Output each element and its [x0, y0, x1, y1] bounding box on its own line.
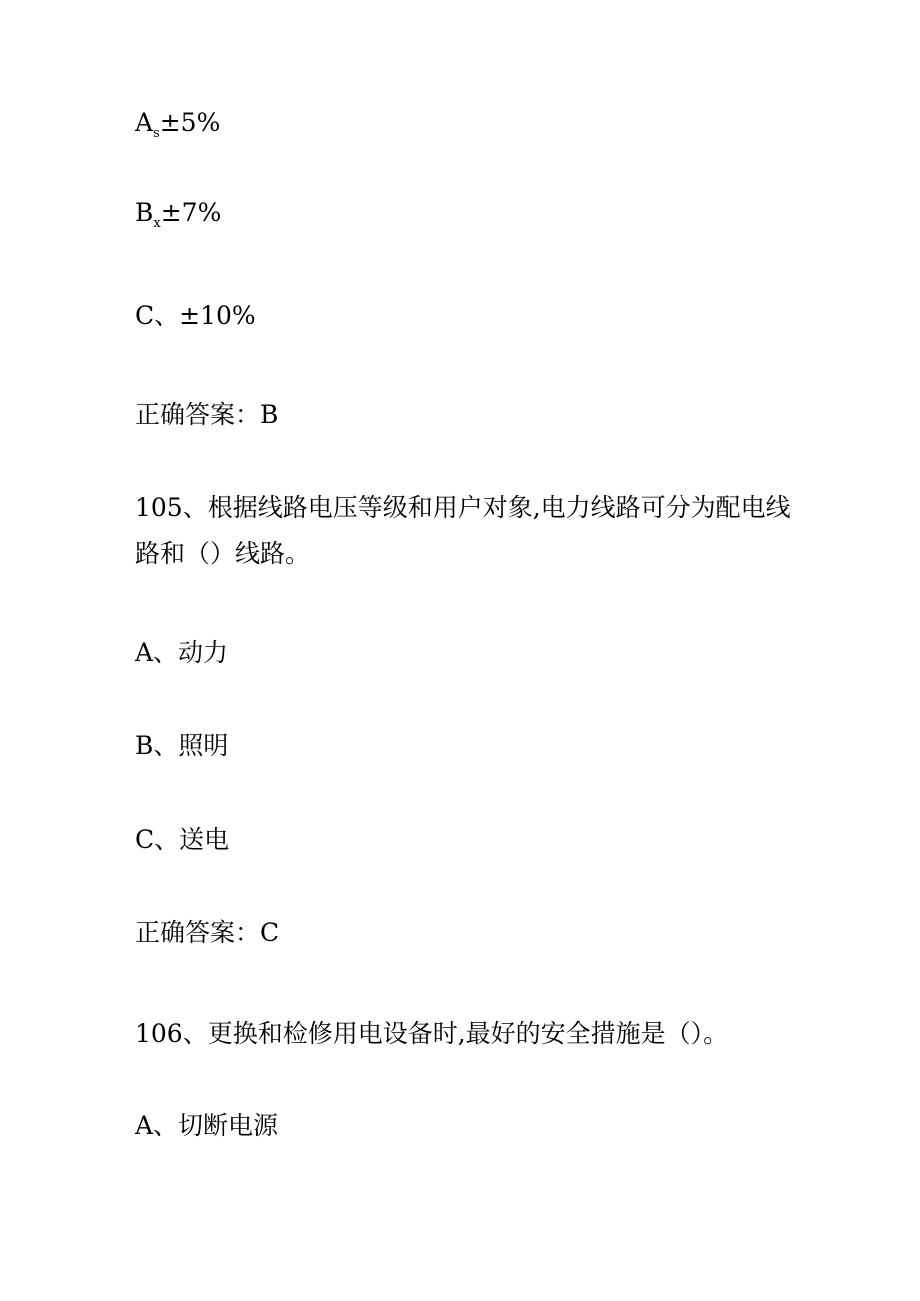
- option-a-subscript: s: [153, 126, 160, 141]
- option-b-text: ±7%: [160, 198, 222, 227]
- q104-answer: 正确答案：B: [135, 400, 279, 429]
- q105-question: 105、根据线路电压等级和用户对象,电力线路可分为配电线路和（）线路。: [135, 493, 791, 568]
- q104-option-a: [135, 110, 220, 146]
- option-a-letter: A: [135, 108, 154, 137]
- q106-option-a: A、切断电源: [135, 1111, 279, 1140]
- q104-option-c: C、±10%: [135, 301, 256, 330]
- q105-option-a: A、动力: [135, 638, 229, 667]
- option-b-letter: B: [135, 198, 154, 227]
- q104-option-b: [135, 200, 221, 236]
- q105-option-b: B、照明: [135, 731, 229, 760]
- option-b-subscript: x: [153, 216, 161, 231]
- option-a-text: ±5%: [159, 108, 221, 137]
- q105-option-c: C、送电: [135, 825, 230, 854]
- q105-answer: 正确答案：C: [135, 918, 280, 947]
- q106-question: 106、更换和检修用电设备时,最好的安全措施是（）。: [135, 1019, 729, 1048]
